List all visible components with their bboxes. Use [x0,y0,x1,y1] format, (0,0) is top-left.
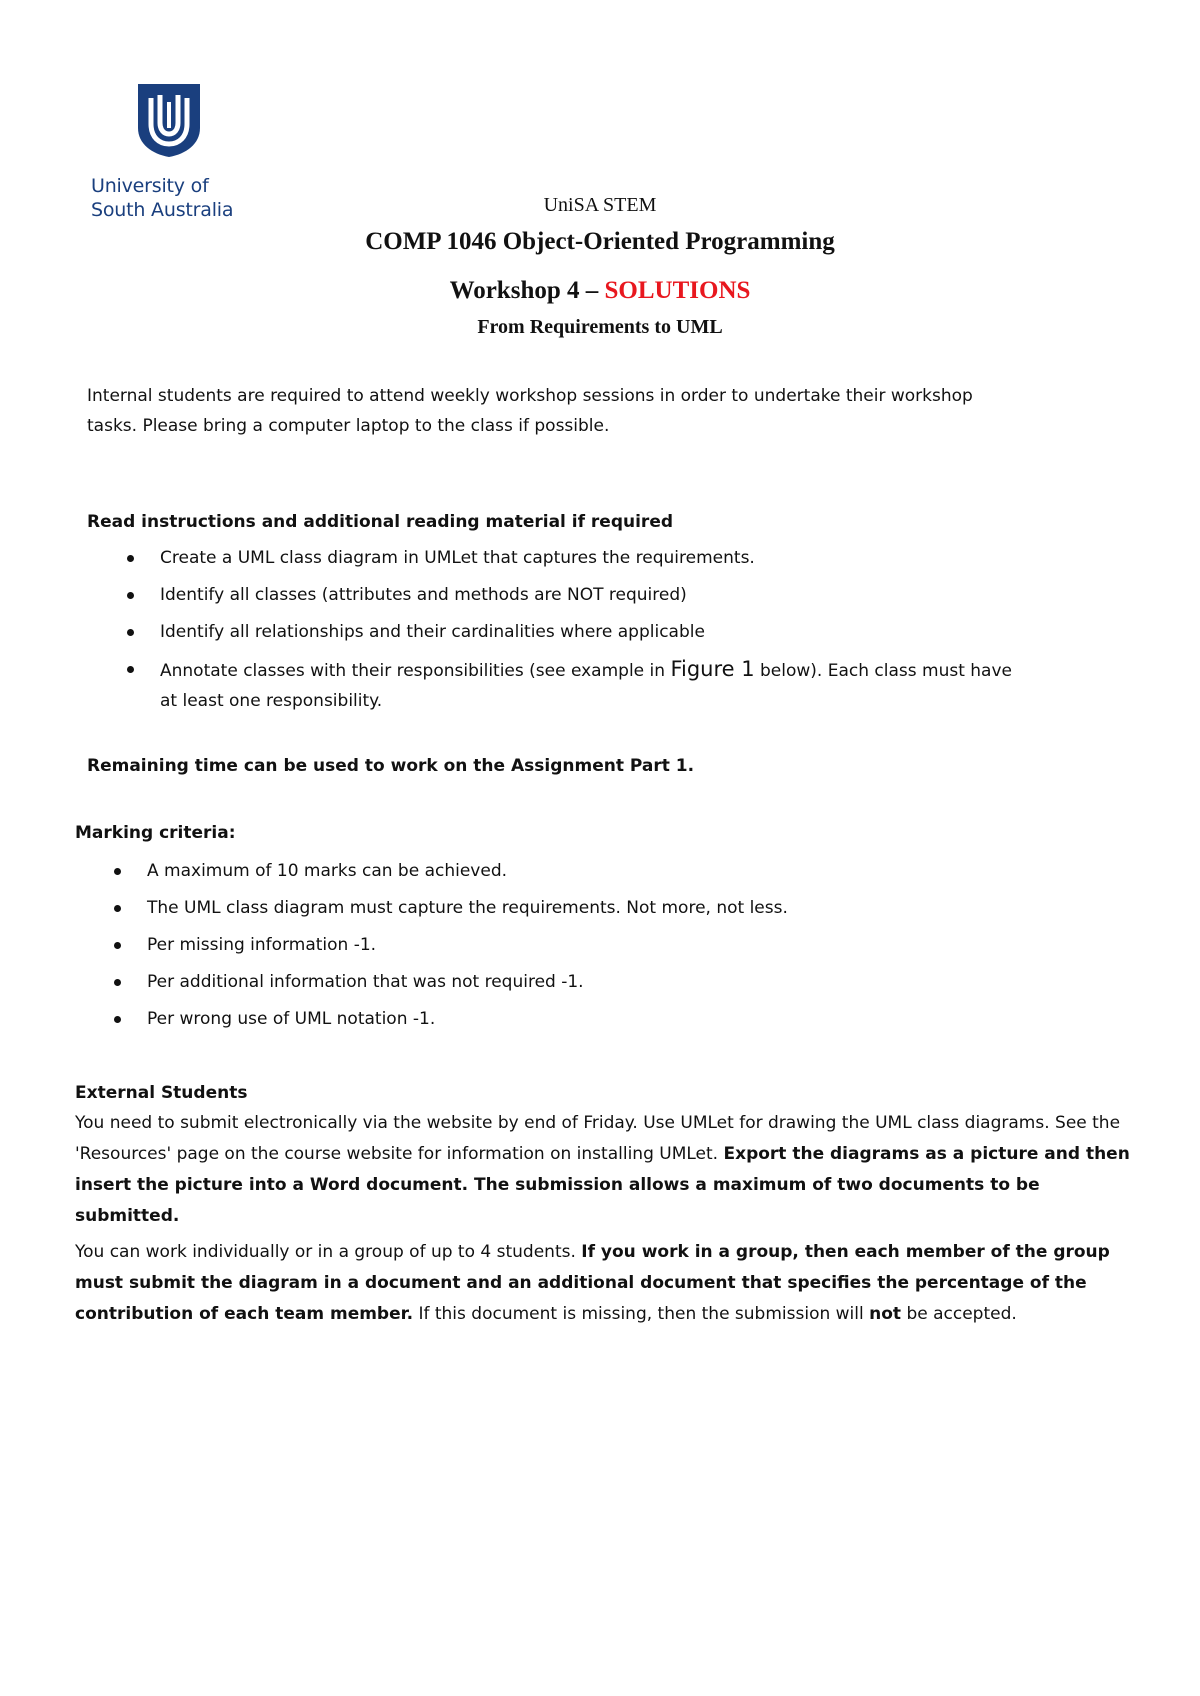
bullet-icon [114,905,121,912]
external-paragraph-2: You can work individually or in a group of up to 4 students. If you work in a group, then each member of the group must submit the diagram in a document and an additional document that specifies the percentage of the contribution of each team member. If this document is missing, then the submission will not be accepted. [75,1242,1110,1324]
bullet-icon [114,868,121,875]
marking-criteria-title: Marking criteria: [75,823,236,843]
list-item: Per wrong use of UML notation -1. [147,1004,1047,1034]
solutions-highlight: SOLUTIONS [604,277,751,304]
list-item: Identify all classes (attributes and methods are NOT required) [160,580,1080,610]
external-paragraph-1: You need to submit electronically via the website by end of Friday. Use UMLet for drawing the UML class diagrams. See the 'Resources' page on the course website for information on installing UMLet. Export the diagrams as a picture and then insert the picture into a Word document. The submission allows a maximum of two documents to be submitted. [75,1113,1130,1226]
bullet-icon [127,629,134,636]
list-item: Per missing information -1. [147,930,1047,960]
bullet-icon [114,979,121,986]
workshop-prefix: Workshop 4 – [449,277,599,304]
workshop-title [0,277,1200,305]
list-item: Create a UML class diagram in UMLet that captures the requirements. [160,543,1080,573]
bullet-icon [127,592,134,599]
list-item: A maximum of 10 marks can be achieved. [147,856,1047,886]
bullet-icon [127,555,134,562]
list-item: Annotate classes with their responsibilities (see example in Figure 1 below). Each class must have at least one responsibility. [160,654,1080,716]
logo-line-1: University of [91,175,209,197]
bullet-icon [114,1016,121,1023]
unisa-shield-icon [138,84,200,157]
course-title: COMP 1046 Object-Oriented Programming [365,228,835,255]
intro-line-1: Internal students are required to attend weekly workshop sessions in order to undertake their workshop [87,386,973,406]
instructions-title: Read instructions and additional reading material if required [87,512,674,532]
list-item: Identify all relationships and their cardinalities where applicable [160,617,1080,647]
workshop-subtitle: From Requirements to UML [477,316,723,338]
remaining-time-note: Remaining time can be used to work on the Assignment Part 1. [87,756,695,776]
external-students-title: External Students [75,1083,248,1103]
logo-line-2: South Australia [91,199,234,221]
department-heading: UniSA STEM [543,194,657,216]
intro-line-2: tasks. Please bring a computer laptop to the class if possible. [87,416,610,436]
list-item: Per additional information that was not required -1. [147,967,1047,997]
bullet-icon [127,666,134,673]
list-item: The UML class diagram must capture the requirements. Not more, not less. [147,893,1047,923]
bullet-icon [114,942,121,949]
instructions-list [160,543,1080,723]
intro-paragraph [87,381,1087,441]
external-students-text [75,1108,1135,1335]
figure-reference: Figure 1 [670,657,755,681]
marking-criteria-list [147,856,1047,1041]
